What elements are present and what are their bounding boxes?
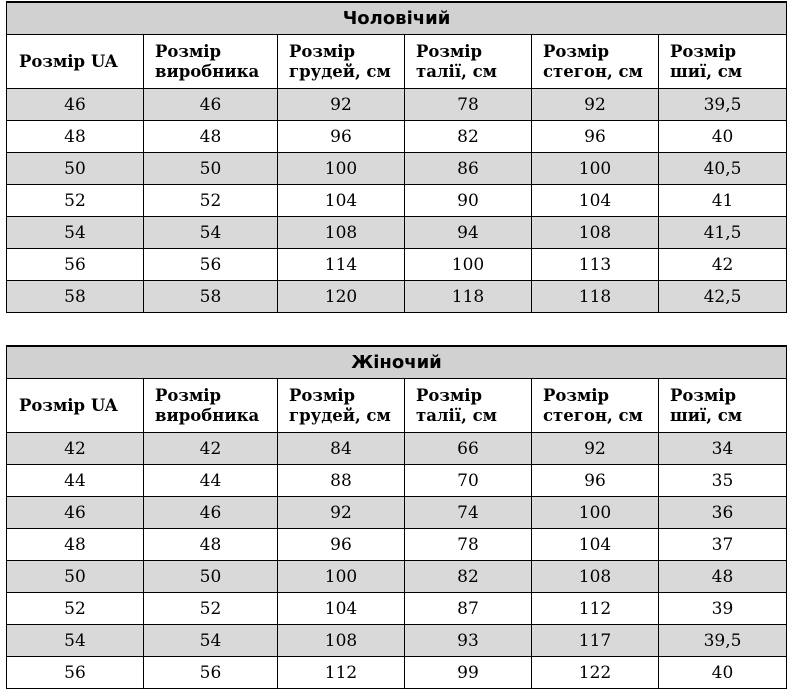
table-cell: 39 xyxy=(659,593,787,625)
table-row xyxy=(7,497,787,529)
header-row xyxy=(7,379,787,433)
table-cell: 40 xyxy=(659,657,787,689)
header-row xyxy=(7,35,787,89)
table-body xyxy=(7,433,787,689)
table-cell: 99 xyxy=(405,657,532,689)
table-cell: 58 xyxy=(144,281,278,313)
table-cell: 66 xyxy=(405,433,532,465)
table-cell: 48 xyxy=(144,529,278,561)
table-title: Жіночий xyxy=(7,346,787,379)
table-cell: 56 xyxy=(7,657,144,689)
column-header-size-ua: Розмір UA xyxy=(7,35,144,89)
table-title: Чоловічий xyxy=(7,2,787,35)
column-header-chest: Розмір грудей, см xyxy=(278,379,405,433)
column-header-maker-size: Розмір виробника xyxy=(144,379,278,433)
column-header-waist: Розмір талії, см xyxy=(405,35,532,89)
table-cell: 42 xyxy=(7,433,144,465)
table-cell: 78 xyxy=(405,529,532,561)
table-cell: 54 xyxy=(144,625,278,657)
men-size-table xyxy=(6,1,787,313)
table-cell: 35 xyxy=(659,465,787,497)
table-cell: 93 xyxy=(405,625,532,657)
column-header-neck: Розмір шиї, см xyxy=(659,379,787,433)
table-cell: 104 xyxy=(278,593,405,625)
table-cell: 104 xyxy=(278,185,405,217)
table-cell: 48 xyxy=(659,561,787,593)
table-cell: 44 xyxy=(144,465,278,497)
table-cell: 100 xyxy=(278,561,405,593)
table-cell: 86 xyxy=(405,153,532,185)
table-row xyxy=(7,529,787,561)
table-cell: 48 xyxy=(7,121,144,153)
table-cell: 92 xyxy=(278,89,405,121)
table-cell: 90 xyxy=(405,185,532,217)
table-row xyxy=(7,281,787,313)
table-cell: 56 xyxy=(144,249,278,281)
table-cell: 92 xyxy=(532,89,659,121)
table-cell: 48 xyxy=(7,529,144,561)
table-cell: 54 xyxy=(7,625,144,657)
table-cell: 50 xyxy=(144,153,278,185)
table-cell: 122 xyxy=(532,657,659,689)
table-row xyxy=(7,217,787,249)
table-cell: 92 xyxy=(278,497,405,529)
table-row xyxy=(7,89,787,121)
table-cell: 120 xyxy=(278,281,405,313)
table-cell: 100 xyxy=(278,153,405,185)
column-header-hips: Розмір стегон, см xyxy=(532,379,659,433)
table-cell: 39,5 xyxy=(659,89,787,121)
table-row xyxy=(7,153,787,185)
column-header-maker-size: Розмір виробника xyxy=(144,35,278,89)
table-cell: 112 xyxy=(278,657,405,689)
table-cell: 39,5 xyxy=(659,625,787,657)
table-cell: 108 xyxy=(532,561,659,593)
women-size-table xyxy=(6,345,787,689)
table-cell: 104 xyxy=(532,529,659,561)
table-cell: 46 xyxy=(144,89,278,121)
table-cell: 108 xyxy=(532,217,659,249)
table-cell: 84 xyxy=(278,433,405,465)
table-cell: 78 xyxy=(405,89,532,121)
table-cell: 117 xyxy=(532,625,659,657)
table-cell: 48 xyxy=(144,121,278,153)
column-header-waist: Розмір талії, см xyxy=(405,379,532,433)
table-cell: 104 xyxy=(532,185,659,217)
table-cell: 44 xyxy=(7,465,144,497)
table-cell: 96 xyxy=(532,121,659,153)
table-cell: 54 xyxy=(7,217,144,249)
table-cell: 42 xyxy=(659,249,787,281)
table-cell: 54 xyxy=(144,217,278,249)
table-row xyxy=(7,185,787,217)
table-cell: 82 xyxy=(405,121,532,153)
table-cell: 42,5 xyxy=(659,281,787,313)
table-cell: 34 xyxy=(659,433,787,465)
table-row xyxy=(7,593,787,625)
table-cell: 114 xyxy=(278,249,405,281)
table-cell: 100 xyxy=(405,249,532,281)
table-cell: 40 xyxy=(659,121,787,153)
table-cell: 92 xyxy=(532,433,659,465)
table-cell: 74 xyxy=(405,497,532,529)
table-row xyxy=(7,121,787,153)
table-cell: 56 xyxy=(7,249,144,281)
table-cell: 87 xyxy=(405,593,532,625)
table-cell: 96 xyxy=(278,121,405,153)
table-cell: 94 xyxy=(405,217,532,249)
table-body xyxy=(7,89,787,313)
table-cell: 108 xyxy=(278,217,405,249)
column-header-chest: Розмір грудей, см xyxy=(278,35,405,89)
table-row xyxy=(7,433,787,465)
table-cell: 41,5 xyxy=(659,217,787,249)
table-cell: 37 xyxy=(659,529,787,561)
table-cell: 100 xyxy=(532,497,659,529)
table-cell: 46 xyxy=(7,89,144,121)
table-cell: 56 xyxy=(144,657,278,689)
table-cell: 46 xyxy=(7,497,144,529)
table-row xyxy=(7,249,787,281)
table-cell: 52 xyxy=(144,593,278,625)
table-row xyxy=(7,657,787,689)
table-cell: 82 xyxy=(405,561,532,593)
table-cell: 42 xyxy=(144,433,278,465)
table-cell: 108 xyxy=(278,625,405,657)
table-cell: 50 xyxy=(7,153,144,185)
table-cell: 96 xyxy=(278,529,405,561)
table-cell: 52 xyxy=(7,593,144,625)
table-row xyxy=(7,561,787,593)
column-header-neck: Розмір шиї, см xyxy=(659,35,787,89)
table-row xyxy=(7,625,787,657)
table-row xyxy=(7,465,787,497)
table-cell: 112 xyxy=(532,593,659,625)
table-cell: 36 xyxy=(659,497,787,529)
table-cell: 46 xyxy=(144,497,278,529)
table-cell: 58 xyxy=(7,281,144,313)
table-cell: 41 xyxy=(659,185,787,217)
table-cell: 40,5 xyxy=(659,153,787,185)
table-cell: 88 xyxy=(278,465,405,497)
table-cell: 52 xyxy=(7,185,144,217)
table-cell: 70 xyxy=(405,465,532,497)
column-header-hips: Розмір стегон, см xyxy=(532,35,659,89)
table-cell: 113 xyxy=(532,249,659,281)
column-header-size-ua: Розмір UA xyxy=(7,379,144,433)
table-cell: 100 xyxy=(532,153,659,185)
table-cell: 50 xyxy=(144,561,278,593)
table-cell: 118 xyxy=(532,281,659,313)
table-cell: 50 xyxy=(7,561,144,593)
table-cell: 118 xyxy=(405,281,532,313)
table-cell: 96 xyxy=(532,465,659,497)
table-cell: 52 xyxy=(144,185,278,217)
